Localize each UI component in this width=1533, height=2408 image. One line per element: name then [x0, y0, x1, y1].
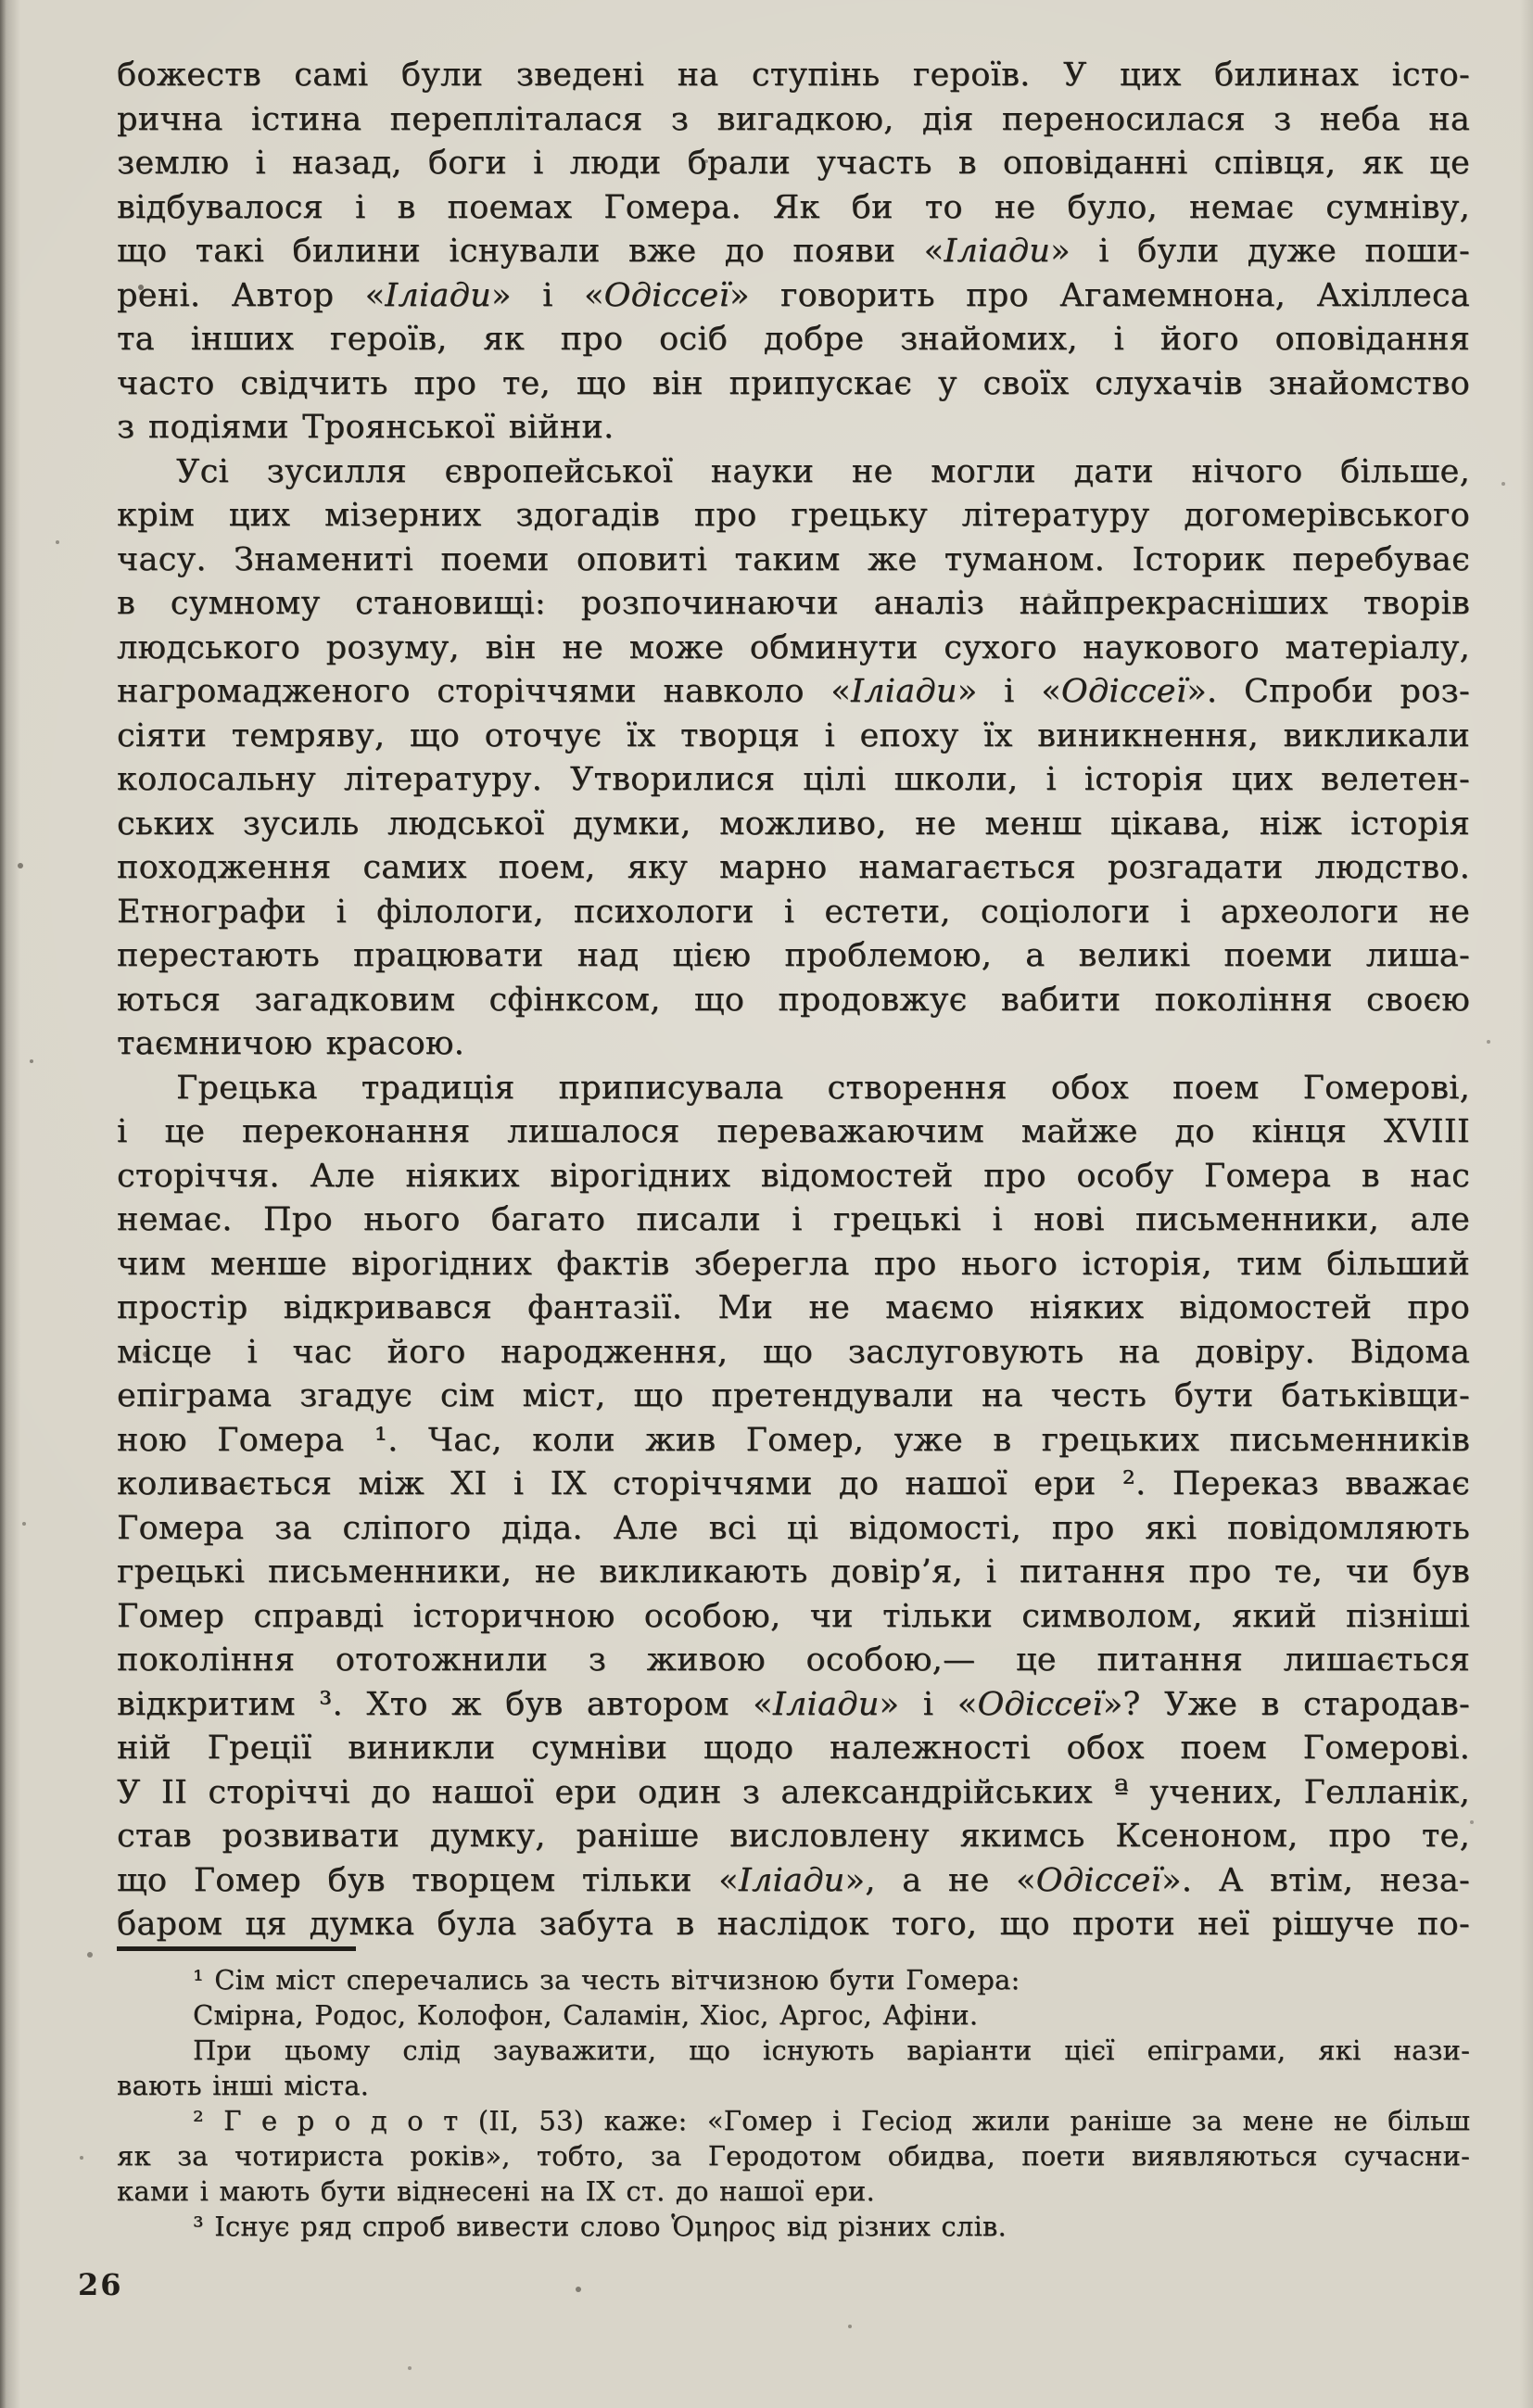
text-line [117, 318, 1470, 362]
text-run: що Гомер був творцем тільки « [117, 1861, 739, 1899]
footnote-line: ками і мають бути віднесені на IX ст. до нашої ери. [117, 2175, 875, 2207]
text-run: крім цих мізерних здогадів про грецьку літературу догомерівського [117, 497, 1470, 534]
text-run: коливається між XI і IX сторіччями до нашої ери ². Переказ вважає [117, 1465, 1470, 1502]
paper-specks [0, 0, 4, 4]
text-run: грецькі письменники, не викликають довір’я, і питання про те, чи був [117, 1553, 1470, 1591]
italic-title: Одіссеї [1060, 673, 1187, 710]
text-run: в сумному становищі: розпочинаючи аналіз найпрекрасніших творів [117, 585, 1470, 622]
text-run: баром ця думка була забута в наслідок того, що проти неї рішуче по- [117, 1906, 1470, 1943]
text-run: » і « [490, 276, 604, 314]
text-run: Гомера за сліпого діда. Але всі ці відомості, про які повідомляють [117, 1509, 1470, 1547]
text-run: епіграма згадує сім міст, що претендували на честь бути батьківщи- [117, 1377, 1470, 1414]
text-run: покоління ототожнили з живою особою,— це питання лишається [117, 1641, 1470, 1679]
text-run: сіяти темряву, що оточує їх творця і епоху їх виникнення, викликали [117, 716, 1470, 754]
text-run: чим менше вірогідних фактів зберегла про нього історія, тим більший [117, 1245, 1470, 1283]
text-run: ною Гомера ¹. Час, коли жив Гомер, уже в грецьких письменників [117, 1421, 1470, 1459]
text-run: і це переконання лишалося переважаючим майже до кінця XVIII [117, 1113, 1470, 1150]
text-line [117, 979, 1470, 1023]
text-run: таємничою красою. [117, 1025, 465, 1062]
text-run: землю і назад, боги і люди брали участь в оповіданні співця, як це [117, 145, 1470, 182]
footnote-line: як за чотириста років», тобто, за Геродотом обидва, поети виявляються сучасни- [117, 2140, 1470, 2172]
main-text [117, 54, 1470, 1947]
page-number: 26 [78, 2267, 123, 2302]
text-line [117, 362, 1470, 407]
text-run: Грецька традиція приписувала створення обох поем Гомерові, [176, 1069, 1470, 1107]
text-line [117, 98, 1470, 143]
text-line [117, 1639, 1470, 1683]
text-line [117, 1859, 1470, 1904]
text-line [117, 1551, 1470, 1595]
text-line [117, 582, 1470, 627]
text-run: ». Спроби роз- [1186, 673, 1470, 710]
footnote-separator [117, 1946, 356, 1951]
footnote-line: Смірна, Родос, Колофон, Саламін, Хіос, Аргос, Афіни. [193, 1999, 979, 2031]
text-line [117, 450, 1470, 495]
text-line [117, 1727, 1470, 1771]
text-run: » і були дуже поши- [1050, 233, 1470, 270]
text-run: немає. Про нього багато писали і грецькі і нові письменники, але [117, 1201, 1470, 1238]
text-run: простір відкривався фантазії. Ми не маємо ніяких відомостей про [117, 1289, 1470, 1326]
paragraph [117, 54, 1470, 450]
text-run: ній Греції виникли сумніви щодо належності обох поем Гомерові. [117, 1730, 1470, 1767]
italic-title: Одіссеї [977, 1685, 1103, 1723]
text-line [117, 1067, 1470, 1111]
text-run: людського розуму, він не може обминути сухого наукового матеріалу, [117, 628, 1470, 666]
text-run: та інших героїв, як про осіб добре знайомих, і його оповідання [117, 321, 1470, 358]
text-run: Усі зусилля європейської науки не могли дати нічого більше, [176, 452, 1470, 490]
text-line [117, 715, 1470, 759]
text-run: походження самих поем, яку марно намагається розгадати людство. [117, 849, 1470, 886]
text-run: Гомер справді історичною особою, чи тільки символом, який пізніші [117, 1597, 1470, 1635]
text-line [117, 230, 1470, 274]
text-line [117, 494, 1470, 539]
text-line [117, 670, 1470, 715]
text-run: ». А втім, неза- [1161, 1861, 1470, 1899]
text-line [117, 406, 1470, 450]
italic-title: Іліади [851, 673, 957, 710]
text-run: У II сторіччі до нашої ери один з александрійських ª учених, Гелланік, [117, 1773, 1470, 1811]
text-line [117, 1903, 1470, 1947]
text-line [117, 539, 1470, 583]
footnote-line: ³ Існує ряд спроб вивести слово Ὁμηρος від різних слів. [193, 2211, 1007, 2242]
italic-title: Одіссеї [1035, 1861, 1162, 1899]
text-run: » і « [957, 673, 1061, 710]
text-run: часу. Знамениті поеми оповиті таким же туманом. Історик перебуває [117, 540, 1470, 578]
text-run: Етнографи і філологи, психологи і естети, соціологи і археологи не [117, 893, 1470, 931]
text-run: часто свідчить про те, що він припускає у своїх слухачів знайомство [117, 364, 1470, 402]
text-run: колосальну літературу. Утворилися цілі школи, і історія цих велетен- [117, 761, 1470, 798]
text-run: ських зусиль людської думки, можливо, не менш цікава, ніж історія [117, 805, 1470, 843]
footnote-line: вають інші міста. [117, 2070, 369, 2101]
text-line [117, 1198, 1470, 1243]
text-line [117, 1022, 1470, 1067]
text-run: » говорить про Агамемнона, Ахіллеса [728, 276, 1470, 314]
paragraph [117, 1067, 1470, 1947]
footnote [117, 2103, 1470, 2209]
text-line [117, 1419, 1470, 1464]
text-line [117, 1375, 1470, 1419]
footnotes [117, 1962, 1470, 2244]
text-line [117, 186, 1470, 231]
text-run: нагромадженого сторіччями навколо « [117, 673, 851, 710]
text-run: відбувалося і в поемах Гомера. Як би то не було, немає сумніву, [117, 188, 1470, 226]
text-line [117, 891, 1470, 935]
paragraph [117, 450, 1470, 1067]
text-line [117, 1771, 1470, 1816]
text-run: рична істина перепліталася з вигадкою, дія переносилася з неба на [117, 100, 1470, 138]
text-run: », а не « [844, 1861, 1036, 1899]
italic-title: Одіссеї [603, 276, 729, 314]
footnote [117, 2209, 1470, 2244]
text-line [117, 1243, 1470, 1287]
text-run: став розвивати думку, раніше висловлену якимсь Ксеноном, про те, [117, 1818, 1470, 1855]
footnote [117, 1962, 1470, 2103]
italic-title: Іліади [738, 1861, 845, 1899]
text-line [117, 54, 1470, 98]
text-run: місце і час його народження, що заслуговують на довіру. Відома [117, 1333, 1470, 1371]
footnote-line: При цьому слід зауважити, що існують варіанти цієї епіграми, які нази- [193, 2034, 1470, 2066]
text-line [117, 1815, 1470, 1859]
text-run: » і « [879, 1685, 978, 1723]
text-run: »? Уже в стародав- [1102, 1685, 1470, 1723]
text-run: що такі билини існували вже до появи « [117, 233, 944, 270]
text-line [117, 1286, 1470, 1331]
text-run: з подіями Троянської війни. [117, 409, 614, 446]
text-run: ються загадковим сфінксом, що продовжує вабити покоління своєю [117, 981, 1470, 1019]
text-line [117, 1507, 1470, 1552]
text-line [117, 1110, 1470, 1155]
text-line [117, 274, 1470, 319]
text-line [117, 934, 1470, 979]
text-line [117, 846, 1470, 891]
text-line [117, 1595, 1470, 1640]
text-run: божеств самі були зведені на ступінь героїв. У цих билинах істо- [117, 57, 1470, 94]
footnote-line: ¹ Сім міст сперечались за честь вітчизною бути Гомера: [193, 1964, 1020, 1996]
text-line [117, 1463, 1470, 1507]
text-line [117, 758, 1470, 803]
text-line [117, 1331, 1470, 1375]
text-run: відкритим ³. Хто ж був автором « [117, 1685, 773, 1723]
text-run: перестають працювати над цією проблемою, а великі поеми лиша- [117, 937, 1470, 974]
text-line [117, 803, 1470, 847]
text-line [117, 1683, 1470, 1728]
text-line [117, 142, 1470, 186]
italic-title: Іліади [944, 233, 1051, 270]
text-line [117, 627, 1470, 671]
text-line [117, 1155, 1470, 1199]
italic-title: Іліади [772, 1685, 880, 1723]
footnote-line: ² Г е р о д о т (II, 53) каже: «Гомер і Гесіод жили раніше за мене не більш [193, 2105, 1470, 2136]
text-run: рені. Автор « [117, 276, 386, 314]
italic-title: Іліади [385, 276, 491, 314]
text-run: сторіччя. Але ніяких вірогідних відомостей про особу Гомера в нас [117, 1157, 1470, 1195]
